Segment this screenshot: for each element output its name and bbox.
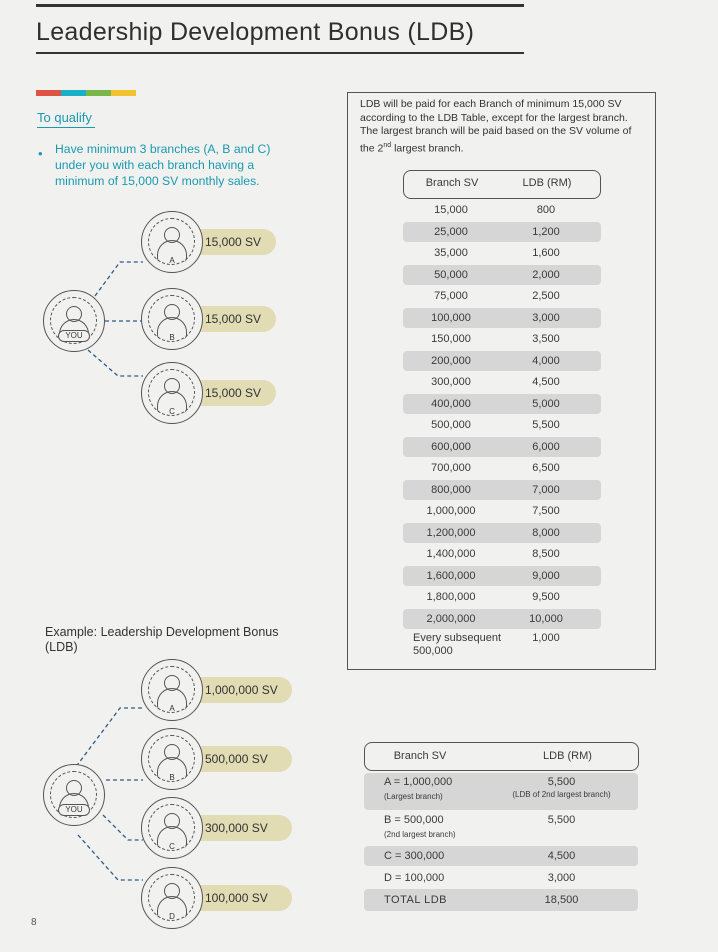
ldb-row-sv: 800,000 <box>431 483 471 496</box>
ldb-table-row <box>403 480 601 500</box>
ldb-table-row <box>403 243 601 263</box>
ldb-last-row-sv: Every subsequent 500,000 <box>413 632 502 657</box>
ldb-row-ldb: 4,500 <box>532 376 560 388</box>
example-row-b: B = 500,000 (2nd largest branch) 5,500 <box>384 814 576 839</box>
ldb-row-sv: 1,600,000 <box>426 569 476 582</box>
branch-b-node <box>141 288 203 350</box>
example-branch-c-letter: C <box>169 842 175 851</box>
ldb-row-sv: 25,000 <box>434 225 468 238</box>
ldb-row-ldb: 4,000 <box>532 354 560 367</box>
example-branch-c-node <box>141 797 203 859</box>
ldb-row-ldb: 8,500 <box>532 548 560 560</box>
page-number: 8 <box>31 917 37 928</box>
ldb-row-ldb: 3,000 <box>532 311 560 324</box>
ldb-row-ldb: 7,000 <box>532 483 560 496</box>
example-branch-b-sv: 500,000 SV <box>196 746 292 772</box>
ldb-table-row <box>403 394 601 414</box>
ldb-col-branch-sv: Branch SV <box>425 177 479 189</box>
ldb-intro-text: LDB will be paid for each Branch of minimum 15,000 SV according to the LDB Table, except for the largest branch. The largest branch will be paid based on the SV volume of the 2nd largest branch. <box>360 98 632 154</box>
ldb-table-row <box>403 265 601 285</box>
ldb-row-ldb: 5,500 <box>532 419 560 431</box>
ldb-row-ldb: 6,500 <box>532 462 560 474</box>
ldb-table-row <box>403 523 601 543</box>
example-branch-a-sv: 1,000,000 SV <box>196 677 292 703</box>
you-node <box>43 290 105 352</box>
ldb-row-sv: 700,000 <box>431 462 471 474</box>
example-branch-c-sv: 300,000 SV <box>196 815 292 841</box>
ldb-table-row <box>403 501 601 521</box>
ldb-row-ldb: 7,500 <box>532 505 560 517</box>
branch-c-node <box>141 362 203 424</box>
example-branch-d-letter: D <box>169 912 175 921</box>
example-branch-b-letter: B <box>169 773 175 782</box>
example-you-node <box>43 764 105 826</box>
example-branch-d-sv: 100,000 SV <box>196 885 292 911</box>
ldb-row-ldb: 3,500 <box>532 333 560 345</box>
ldb-row-sv: 100,000 <box>431 311 471 324</box>
ldb-row-sv: 200,000 <box>431 354 471 367</box>
ldb-last-row-ldb: 1,000 <box>532 632 560 644</box>
example-branch-b-node <box>141 728 203 790</box>
example-you-label: YOU <box>58 804 90 816</box>
ldb-row-sv: 600,000 <box>431 440 471 453</box>
example-total-row <box>364 889 638 911</box>
qualify-heading: To qualify <box>37 110 92 125</box>
branch-b-sv: 15,000 SV <box>196 306 276 332</box>
ldb-row-ldb: 9,500 <box>532 591 560 603</box>
ldb-row-ldb: 10,000 <box>529 612 563 625</box>
ldb-row-sv: 150,000 <box>431 333 471 345</box>
example-branch-a-letter: A <box>169 704 175 713</box>
ldb-table-row <box>403 437 601 457</box>
ldb-row-ldb: 2,500 <box>532 290 560 302</box>
ldb-row-sv: 300,000 <box>431 376 471 388</box>
ldb-row-ldb: 6,000 <box>532 440 560 453</box>
ldb-row-ldb: 9,000 <box>532 569 560 582</box>
example-table-header <box>364 742 639 771</box>
example-title: Example: Leadership Development Bonus (LDB) <box>45 625 279 654</box>
ldb-table-row <box>403 458 601 478</box>
ldb-table-row <box>403 308 601 328</box>
ldb-row-sv: 35,000 <box>434 247 468 259</box>
ldb-row-sv: 1,400,000 <box>426 548 476 560</box>
branch-a-node <box>141 211 203 273</box>
branch-a-letter: A <box>169 256 175 265</box>
example-col-branch-sv: Branch SV <box>393 750 447 762</box>
page-title: Leadership Development Bonus (LDB) <box>36 18 475 46</box>
ldb-table-header <box>403 170 601 199</box>
total-value: 18,500 <box>544 894 579 906</box>
ldb-row-sv: 1,000,000 <box>426 505 476 517</box>
branch-b-letter: B <box>169 333 175 342</box>
ldb-row-sv: 400,000 <box>431 397 471 410</box>
ldb-table-row <box>403 329 601 349</box>
ldb-row-sv: 1,200,000 <box>426 526 476 539</box>
ldb-table-row <box>403 222 601 242</box>
example-col-ldb: LDB (RM) <box>543 750 592 762</box>
ldb-table-row <box>403 351 601 371</box>
ldb-table-row <box>403 372 601 392</box>
ldb-row-sv: 1,800,000 <box>426 591 476 603</box>
example-row-a: A = 1,000,000 (Largest branch) 5,500 (LDB of 2nd largest branch) <box>364 773 638 810</box>
ldb-row-ldb: 5,000 <box>532 397 560 410</box>
ldb-table-row <box>403 415 601 435</box>
example-branch-a-node <box>141 659 203 721</box>
branch-c-sv: 15,000 SV <box>196 380 276 406</box>
ldb-row-sv: 2,000,000 <box>426 612 476 625</box>
ldb-row-sv: 500,000 <box>431 419 471 431</box>
bullet-icon: • <box>38 146 43 161</box>
ldb-row-ldb: 8,000 <box>532 526 560 539</box>
ldb-row-sv: 75,000 <box>434 290 468 302</box>
branch-a-sv: 15,000 SV <box>196 229 276 255</box>
total-label: TOTAL LDB <box>384 894 447 906</box>
ldb-table-row <box>403 200 601 220</box>
ldb-last-row <box>403 630 601 662</box>
ldb-row-ldb: 800 <box>536 204 556 216</box>
example-row-c: C = 300,000 4,500 <box>364 846 638 866</box>
branch-c-letter: C <box>169 407 175 416</box>
you-label: YOU <box>58 330 90 342</box>
ldb-row-sv: 15,000 <box>434 204 468 216</box>
ldb-table-row <box>403 587 601 607</box>
ldb-table-row <box>403 609 601 629</box>
ldb-col-ldb: LDB (RM) <box>522 177 572 189</box>
ldb-row-ldb: 2,000 <box>532 268 560 281</box>
example-row-d: D = 100,000 3,000 <box>384 872 576 884</box>
qualify-bullet-text: Have minimum 3 branches (A, B and C) under you with each branch having a minimum of 15,000 SV monthly sales. <box>55 142 271 188</box>
ldb-table-row <box>403 286 601 306</box>
ldb-table-row <box>403 566 601 586</box>
example-branch-d-node <box>141 867 203 929</box>
ldb-row-ldb: 1,200 <box>532 225 560 238</box>
ldb-row-ldb: 1,600 <box>532 247 560 259</box>
ldb-table-row <box>403 544 601 564</box>
ldb-row-sv: 50,000 <box>434 268 468 281</box>
